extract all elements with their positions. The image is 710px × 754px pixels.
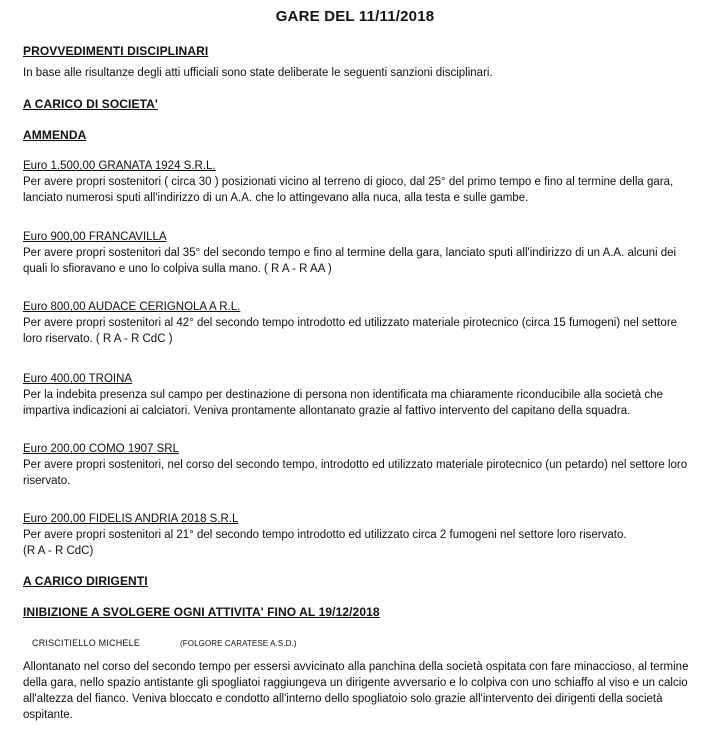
person-club: (FOLGORE CARATESE A.S.D.) <box>180 639 297 648</box>
fine-entry <box>23 299 695 347</box>
person-description-line: ospitante. <box>23 709 73 721</box>
fine-description-line: Per avere propri sostenitori al 21° del secondo tempo introdotto ed utilizzato circa 2 fumogeni nel settore loro riservato. <box>23 529 627 541</box>
section-heading-provvedimenti: PROVVEDIMENTI DISCIPLINARI <box>23 44 209 58</box>
person-description-line: della gara, nello spazio antistante gli spogliatoi raggiungeva un dirigente avversario e lo colpiva con uno schiaffo al viso e un calcio <box>23 677 688 689</box>
fine-entry <box>23 371 695 419</box>
section-heading-societa: A CARICO DI SOCIETA' <box>23 97 158 111</box>
fine-amount: Euro 800,00 AUDACE CERIGNOLA A R.L. <box>23 301 241 313</box>
person-description <box>23 659 695 723</box>
fine-description-line: Per avere propri sostenitori, nel corso del secondo tempo, introdotto ed utilizzato materiale pirotecnico (un petardo) nel settore loro <box>23 459 688 471</box>
fine-amount: Euro 400,00 TROINA <box>23 373 133 385</box>
fine-description-line: riservato. <box>23 475 71 487</box>
fine-description-line: (R A - R CdC) <box>23 545 94 557</box>
fine-amount: Euro 200,00 FIDELIS ANDRIA 2018 S.R.L <box>23 513 239 525</box>
person-description-line: Allontanato nel corso del secondo tempo per essersi avvicinato alla panchina della società ospitata con fare minaccioso, al termine <box>23 661 689 673</box>
section-heading-dirigenti: A CARICO DIRIGENTI <box>23 574 148 588</box>
person-name: CRISCITIELLO MICHELE <box>32 638 141 648</box>
document-title: GARE DEL 11/11/2018 <box>275 8 435 25</box>
fine-amount: Euro 1.500,00 GRANATA 1924 S.R.L. <box>23 160 216 172</box>
fine-amount: Euro 900,00 FRANCAVILLA <box>23 231 167 243</box>
intro-text: In base alle risultanze degli atti ufficiali sono state deliberate le seguenti sanzioni disciplinari. <box>23 67 493 79</box>
section-heading-inibizione: INIBIZIONE A SVOLGERE OGNI ATTIVITA' FINO AL 19/12/2018 <box>23 605 380 619</box>
fine-description-line: Per avere propri sostenitori ( circa 30 ) posizionati vicino al terreno di gioco, dal 25° del primo tempo e fino al termine della gara, <box>23 176 674 188</box>
fine-entry <box>23 441 695 489</box>
fine-amount: Euro 200,00 COMO 1907 SRL <box>23 443 179 455</box>
fine-entry <box>23 229 695 277</box>
fine-description-line: Per avere propri sostenitori al 42° del secondo tempo introdotto ed utilizzato materiale pirotecnico (circa 15 fumogeni) nel settore <box>23 317 678 329</box>
fine-entry <box>23 511 695 559</box>
fine-description-line: quali lo sfioravano e uno lo colpiva sulla mano. ( R A - R AA ) <box>23 263 332 275</box>
fine-description-line: impartiva indicazioni ai calciatori. Veniva prontamente allontanato grazie al fattivo intervento del capitano della squadra. <box>23 405 631 417</box>
fine-description-line: Per avere propri sostenitori dal 35° del secondo tempo e fino al termine della gara, lanciato sputi all'indirizzo di un A.A. alcuni dei <box>23 247 677 259</box>
fine-description-line: lanciato numerosi sputi all'indirizzo di un A.A. che lo attingevano alla nuca, alla testa e sulle gambe. <box>23 192 529 204</box>
fine-description-line: Per la indebita presenza sul campo per destinazione di persona non identificata ma chiaramente riconducibile alla società che <box>23 389 663 401</box>
fine-entry <box>23 158 695 206</box>
person-description-line: all'altezza del fianco. Veniva bloccato e condotto all'interno dello spogliatoio solo grazie all'intervento dei dirigenti della società <box>23 693 663 705</box>
fine-description-line: loro riservato. ( R A - R CdC ) <box>23 333 173 345</box>
section-heading-ammenda: AMMENDA <box>23 128 87 142</box>
